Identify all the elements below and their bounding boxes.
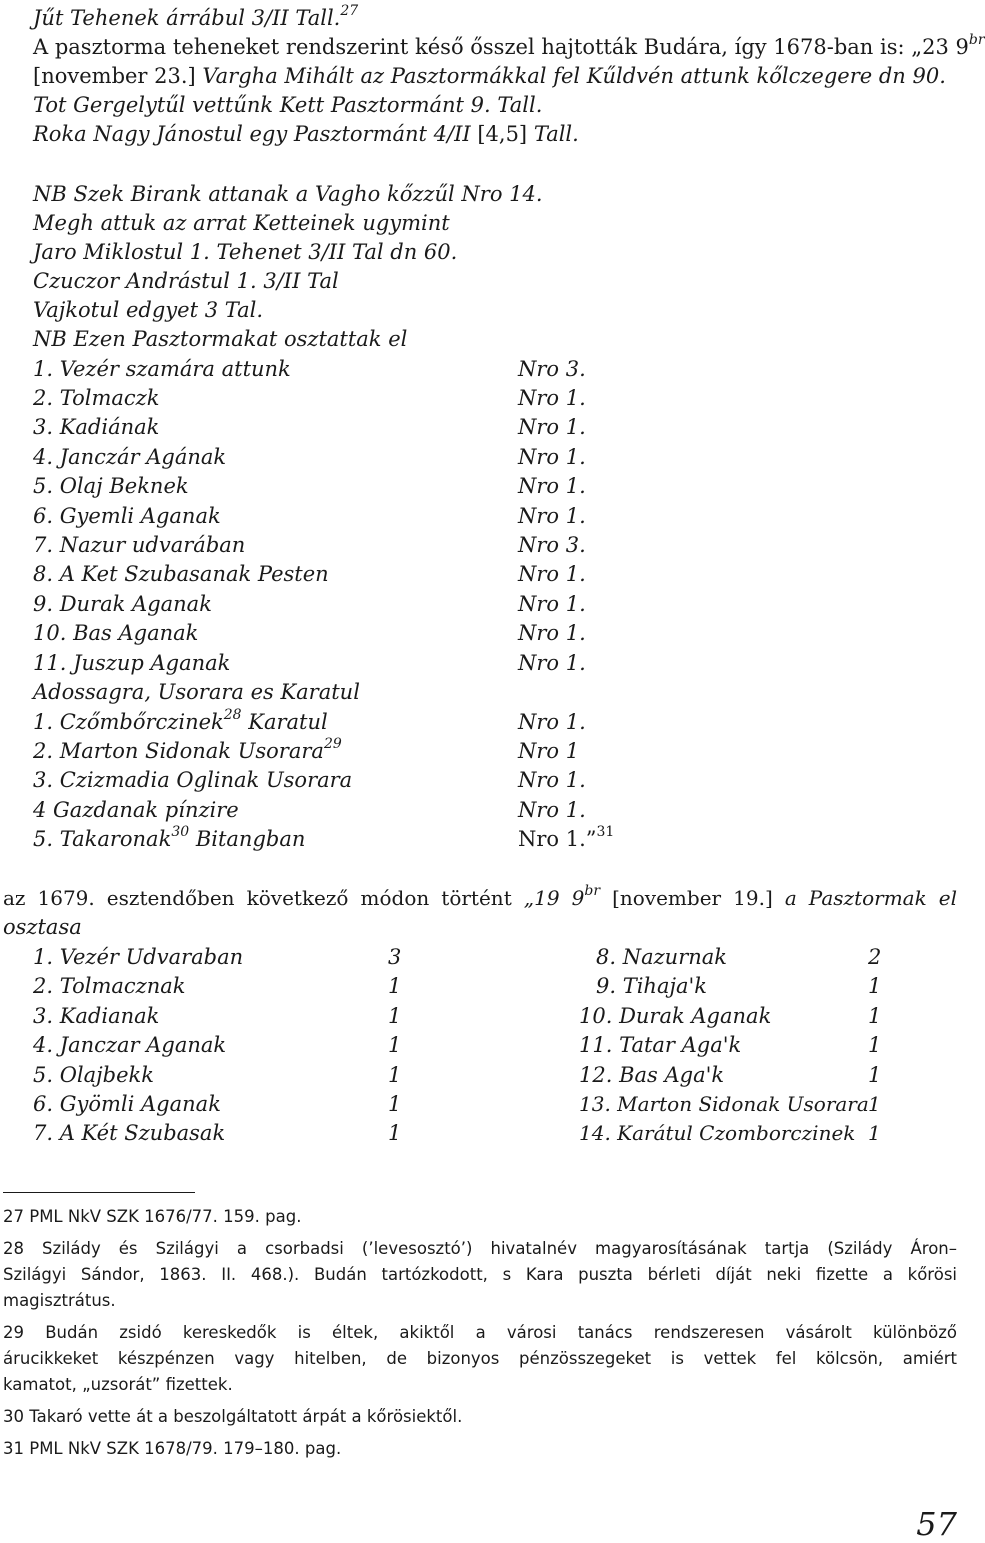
list-item: 3. Kadianak 1 xyxy=(33,1004,402,1028)
list-item: 4. Janczár Agának Nro 1. xyxy=(33,445,586,469)
text-line: NB Szek Birank attanak a Vagho kőzzűl Nro 14. xyxy=(33,182,543,206)
text-line: az 1679. esztendőben következő módon történt „19 $9^{br}$ [november 19.] a Pasztormak el xyxy=(3,883,957,910)
list-item: 3. Kadiának Nro 1. xyxy=(33,415,586,439)
footnote: 27 PML NkV SZK 1676/77. 159. pag. xyxy=(3,1207,302,1226)
list-item: 5. Takaronak$^{30}$ Bitangban Nro 1.”$^{31}$ xyxy=(33,824,615,851)
footnote-ref: 27 xyxy=(340,3,359,19)
footnote-ref: br xyxy=(968,32,985,48)
list-item: 2. Marton Sidonak Usorara$^{29}$ Nro 1 xyxy=(33,736,580,763)
text-line: Jaro Miklostul 1. Tehenet 3/II Tal dn 60. xyxy=(33,240,458,264)
list-item: 10. Durak Aganak 1 xyxy=(579,1004,882,1028)
list-item: 11. Tatar Aga'k 1 xyxy=(579,1033,882,1057)
page-number: 57 xyxy=(916,1505,957,1543)
footnote: 29 Budán zsidó kereskedők is éltek, akiktől a városi tanács rendszeresen vásárolt különböző xyxy=(3,1323,957,1342)
footnote-ref: 31 xyxy=(596,824,615,840)
list-item: 8. Nazurnak 2 xyxy=(596,945,882,969)
section-heading: Adossagra, Usorara es Karatul xyxy=(33,680,360,704)
list-item: 1. Vezér Udvaraban 3 xyxy=(33,945,402,969)
footnote: 30 Takaró vette át a beszolgáltatott árpát a kőrösiektől. xyxy=(3,1407,463,1426)
footnote: 31 PML NkV SZK 1678/79. 179–180. pag. xyxy=(3,1439,342,1458)
text-line: NB Ezen Pasztormakat osztattak el xyxy=(33,327,408,351)
list-item: 9. Tihaja'k 1 xyxy=(596,974,882,998)
text-line: osztasa xyxy=(3,915,82,939)
footnote-divider xyxy=(3,1192,195,1193)
list-item: 1. Czőmbőrczinek$^{28}$ Karatul Nro 1. xyxy=(33,707,586,734)
list-item: 5. Olaj Beknek Nro 1. xyxy=(33,474,586,498)
list-item: 2. Tolmacznak 1 xyxy=(33,974,402,998)
footnote: Szilágyi Sándor, 1863. II. 468.). Budán tartózkodott, s Kara puszta bérleti díját neki fizette a kőrösi xyxy=(3,1265,957,1284)
list-item: 6. Gyemli Aganak Nro 1. xyxy=(33,504,586,528)
text-line: [november 23.] Vargha Mihált az Pasztormákkal fel Kűldvén attunk kőlczegere dn 90. xyxy=(33,64,946,88)
list-item: 4 Gazdanak pínzire Nro 1. xyxy=(33,798,586,822)
list-item: 12. Bas Aga'k 1 xyxy=(579,1063,882,1087)
footnote: magisztrátus. xyxy=(3,1291,116,1310)
footnote: kamatot, „uzsorát” fizettek. xyxy=(3,1375,233,1394)
text-line: A pasztorma teheneket rendszerint késő ősszel hajtották Budára, így 1678-ban is: „23 $9^{br}$ xyxy=(33,32,985,59)
list-item: 1. Vezér szamára attunk Nro 3. xyxy=(33,357,586,381)
text-line: Vajkotul edgyet 3 Tal. xyxy=(33,298,264,322)
list-item: 6. Gyömli Aganak 1 xyxy=(33,1092,402,1116)
list-item: 7. Nazur udvarában Nro 3. xyxy=(33,533,586,557)
text-line: Jűt Tehenek árrábul 3/II Tall.$^{27}$ xyxy=(33,3,359,30)
text-line: Czuczor Andrástul 1. 3/II Tal xyxy=(33,269,339,293)
text-line: Tot Gergelytűl vettűnk Kett Pasztormánt 9. Tall. xyxy=(33,93,543,117)
list-item: 14. Karátul Czomborczinek 1 xyxy=(579,1121,881,1145)
list-item: 5. Olajbekk 1 xyxy=(33,1063,402,1087)
list-item: 11. Juszup Aganak Nro 1. xyxy=(33,651,586,675)
footnote: árucikkeket készpénzen vagy hitelben, de bizonyos pénzösszegeket is vettek fel kölcsön, amiért xyxy=(3,1349,957,1368)
list-item: 7. A Két Szubasak 1 xyxy=(33,1121,402,1145)
list-item: 10. Bas Aganak Nro 1. xyxy=(33,621,586,645)
list-item: 2. Tolmaczk Nro 1. xyxy=(33,386,586,410)
footnote: 28 Szilády és Szilágyi a csorbadsi (’levesosztó’) hivatalnév magyarosításának tartja (Szilády Áron– xyxy=(3,1239,957,1258)
list-item: 9. Durak Aganak Nro 1. xyxy=(33,592,586,616)
list-item: 8. A Ket Szubasanak Pesten Nro 1. xyxy=(33,562,586,586)
list-item: 13. Marton Sidonak Usorara 1 xyxy=(579,1092,881,1116)
text-line: Roka Nagy Jánostul egy Pasztormánt 4/II [4,5] Tall. xyxy=(33,122,579,146)
text-line: Megh attuk az arrat Ketteinek ugymint xyxy=(33,211,450,235)
list-item: 4. Janczar Aganak 1 xyxy=(33,1033,402,1057)
list-item: 3. Czizmadia Oglinak Usorara Nro 1. xyxy=(33,768,586,792)
